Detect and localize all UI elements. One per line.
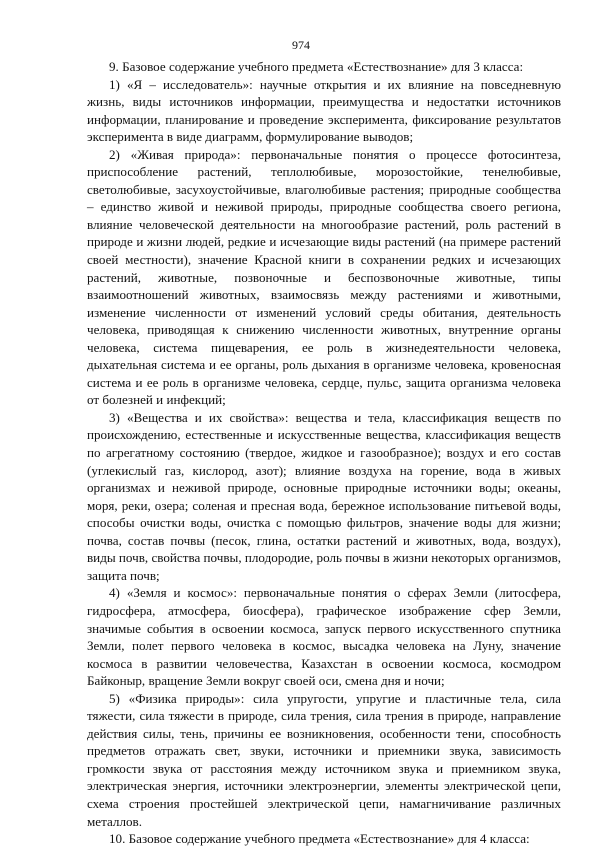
page-number: 974 bbox=[292, 38, 310, 52]
section-heading-grade-4: 10. Базовое содержание учебного предмета «Естествознание» для 4 класса: bbox=[109, 831, 530, 847]
paragraph-living-nature: 2) «Живая природа»: первоначальные понятия о процессе фотосинтеза, приспособление растений, теплолюбивые, морозостойкие, тенелюбивые, светолюбивые, засухоустойчивые, влаголюбивые растения; природные сообщества – единство живой и неживой природы, природные сообщества своего региона, влияние человеческой деятельности на многообразие растений, роль растений в природе и жизни людей, редкие и исчезающие виды растений (на примере растений своей местности), значение Красной книги в сохранении редких и исчезающих растений, животные, позвоночные и беспозвоночные животные, типы взаимоотношений животных, взаимосвязь между растениями и животными, изменение численности от изменений условий среды обитания, деятельность человека, приводящая к снижению численности животных, внутренние органы человека, система пищеварения, ее роль в жизнедеятельности человека, дыхательная система и ее органы, роль дыхания в организме человека, кровеносная система и ее роль в организме человека, сердце, пульс, защита организма человека от болезней и инфекций; bbox=[87, 146, 561, 408]
paragraph-physics-of-nature: 5) «Физика природы»: сила упругости, упругие и пластичные тела, сила тяжести, сила тяжести в природе, сила трения, сила трения в природе, направление действия силы, тень, причины ее возникновения, особенности тени, способность предметов отражать свет, звуки, источники и приемники звука, зависимость громкости звука от расстояния между источником звука и приемником звука, электрическая энергия, источники электроэнергии, элементы электрической цепи, схема строения простейшей электрической цепи, намагничивание различных металлов. bbox=[87, 690, 561, 829]
paragraph-substances: 3) «Вещества и их свойства»: вещества и тела, классификация веществ по происхождению, естественные и искусственные вещества, классификация веществ по агрегатному состоянию (твердое, жидкое и газообразное); воздух и его состав (углекислый газ, кислород, азот); влияние воздуха на горение, вода в живых организмах и неживой природе, основные природные источники воды; океаны, моря, реки, озера; соленая и пресная вода, бережное использование питьевой воды, способы очистки воды, очистка с помощью фильтров, значение воды для жизни; почва, состав почвы (песок, глина, остатки растений и животных, вода, воздух), виды почв, свойства почвы, плодородие, роль почвы в жизни некоторых организмов, защита почв; bbox=[87, 409, 561, 583]
document-body bbox=[87, 58, 561, 848]
paragraph-researcher: 1) «Я – исследователь»: научные открытия и их влияние на повседневную жизнь, виды источников информации, преимущества и недостатки источников информации, планирование и проведение эксперимента, фиксирование результатов эксперимента в виде диаграмм, формулирование выводов; bbox=[87, 76, 561, 145]
section-heading-grade-3: 9. Базовое содержание учебного предмета «Естествознание» для 3 класса: bbox=[109, 59, 524, 74]
paragraph-earth-and-space: 4) «Земля и космос»: первоначальные понятия о сферах Земли (литосфера, гидросфера, атмосфера, биосфера), графическое изображение сфер Земли, значимые события в освоении космоса, запуск первого искусственного спутника Земли, полет первого человека в космос, высадка человека на Луну, значение космоса в развитии человечества, Казахстан в освоении космоса, космодром Байконыр, вращение Земли вокруг своей оси, смена дня и ночи; bbox=[87, 585, 561, 689]
